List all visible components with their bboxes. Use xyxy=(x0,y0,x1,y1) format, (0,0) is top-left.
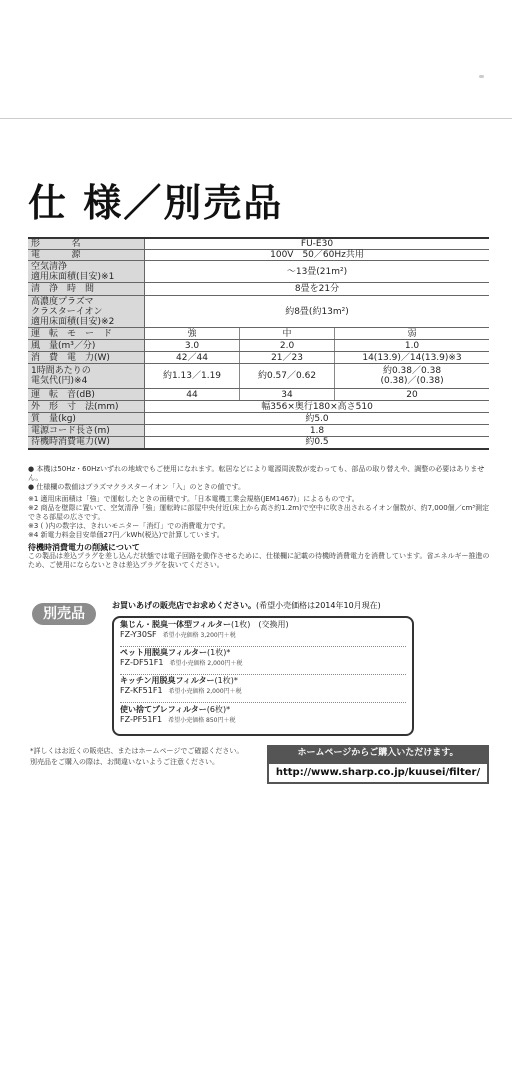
accessories-lead: お買いあげの販売店でお求めください。(希望小売価格は2014年10月現在) xyxy=(112,601,381,610)
consumption-medium: 21／23 xyxy=(240,352,335,364)
note-ion: ● 仕様欄の数値はプラズマクラスターイオン「入」のときの値です。 xyxy=(28,483,246,491)
list-item: ペット用脱臭フィルター(1枚)* FZ-DF51F1 希望小売価格 2,000円＋税 xyxy=(120,648,406,675)
time-value: 8畳を21分 xyxy=(145,283,490,296)
list-item: 使い捨てプレフィルター(6枚)* FZ-PF51F1 希望小売価格 850円＋税 xyxy=(120,705,236,724)
accessories-badge: 別売品 xyxy=(32,603,96,625)
homepage-heading: ホームページからご購入いただけます。 xyxy=(267,745,489,762)
noise-strong: 44 xyxy=(145,389,240,401)
row-label-cord: 電源コード長さ(m) xyxy=(28,425,145,437)
row-label-mass: 質 量(kg) xyxy=(28,413,145,425)
spec-table xyxy=(28,237,489,450)
mode-weak: 弱 xyxy=(335,328,489,340)
mark xyxy=(479,75,484,78)
plasma-value: 約8畳(約13m²) xyxy=(145,296,490,328)
standby-value: 約0.5 xyxy=(145,437,490,449)
row-label-noise: 運 転 音(dB) xyxy=(28,389,145,401)
accessories-list xyxy=(112,616,414,736)
mass-value: 約5.0 xyxy=(145,413,490,425)
row-label-area: 空気清浄 適用床面積(目安)※1 xyxy=(28,261,145,283)
spec-notes xyxy=(28,465,490,570)
power-value: 100V 50／60Hz共用 xyxy=(145,250,490,261)
area-value: ～13畳(21m²) xyxy=(145,261,490,283)
list-item: 集じん・脱臭一体型フィルター(1枚) (交換用) FZ-Y30SF 希望小売価格 3,200円＋税 xyxy=(120,620,406,647)
size-value: 幅356×奥行180×高さ510 xyxy=(145,401,490,413)
cost-strong: 約1.13／1.19 xyxy=(145,364,240,389)
cord-value: 1.8 xyxy=(145,425,490,437)
airflow-strong: 3.0 xyxy=(145,340,240,352)
homepage-url: http://www.sharp.co.jp/kuusei/filter/ xyxy=(267,762,489,784)
row-label-power: 電 源 xyxy=(28,250,145,261)
row-label-airflow: 風 量(m³／分) xyxy=(28,340,145,352)
footnote-4: ※4 新電力料金目安単価27円／kWh(税込)で計算しています。 xyxy=(28,531,224,539)
footer-line-1: *詳しくはお近くの販売店、またはホームページでご確認ください。 xyxy=(30,747,244,755)
noise-medium: 34 xyxy=(240,389,335,401)
airflow-weak: 1.0 xyxy=(335,340,489,352)
row-label-standby: 待機時消費電力(W) xyxy=(28,437,145,449)
consumption-strong: 42／44 xyxy=(145,352,240,364)
row-label-model: 形 名 xyxy=(28,238,145,250)
consumption-weak: 14(13.9)／14(13.9)※3 xyxy=(335,352,489,364)
noise-weak: 20 xyxy=(335,389,489,401)
footer-line-2: 別売品をご購入の際は、お間違いないようご注意ください。 xyxy=(30,758,219,766)
list-item: キッチン用脱臭フィルター(1枚)* FZ-KF51F1 希望小売価格 2,000円＋税 xyxy=(120,676,406,703)
top-blank-area xyxy=(0,0,512,119)
row-label-plasma: 高濃度プラズマ クラスターイオン 適用床面積(目安)※2 xyxy=(28,296,145,328)
footnote-1: ※1 適用床面積は「強」で運転したときの面積です。「日本電機工業会規格(JEM1467)」によるものです。 xyxy=(28,495,359,503)
mode-medium: 中 xyxy=(240,328,335,340)
mode-strong: 強 xyxy=(145,328,240,340)
model-value: FU-E30 xyxy=(145,238,490,250)
page-title: 仕 様／別売品 xyxy=(28,181,284,225)
standby-text: この製品は差込プラグを差し込んだ状態では電子回路を動作させるために、仕様欄に記載の待機時消費電力を消費しています。省エネルギー推進のため、ご使用にならないときは差込プラグを抜いてください。 xyxy=(28,552,490,569)
note-frequency: ● 本機は50Hz・60Hzいずれの地域でもご使用になれます。転居などにより電源周波数が変わっても、部品の取り替えや、調整の必要はありません。 xyxy=(28,465,485,482)
airflow-medium: 2.0 xyxy=(240,340,335,352)
row-label-cost: 1時間あたりの 電気代(円)※4 xyxy=(28,364,145,389)
cost-weak: 約0.38／0.38 (0.38)／(0.38) xyxy=(335,364,489,389)
footnote-2: ※2 商品を壁際に置いて、空気清浄「強」運転時に部屋中央付近(床上から高さ約1.2m)で空中に吹き出されるイオン個数が、約7,000個／cm³測定できる部屋の広さです。 xyxy=(28,504,490,521)
cost-medium: 約0.57／0.62 xyxy=(240,364,335,389)
standby-heading: 待機時消費電力の削減について xyxy=(28,543,140,552)
row-label-time: 清 浄 時 間 xyxy=(28,283,145,296)
footer-notes xyxy=(30,746,260,768)
footnote-3: ※3 ( )内の数字は、きれいモニター「消灯」での消費電力です。 xyxy=(28,522,230,530)
row-label-mode: 運 転 モ ー ド xyxy=(28,328,145,340)
row-label-consumption: 消 費 電 力(W) xyxy=(28,352,145,364)
row-label-size: 外 形 寸 法(mm) xyxy=(28,401,145,413)
